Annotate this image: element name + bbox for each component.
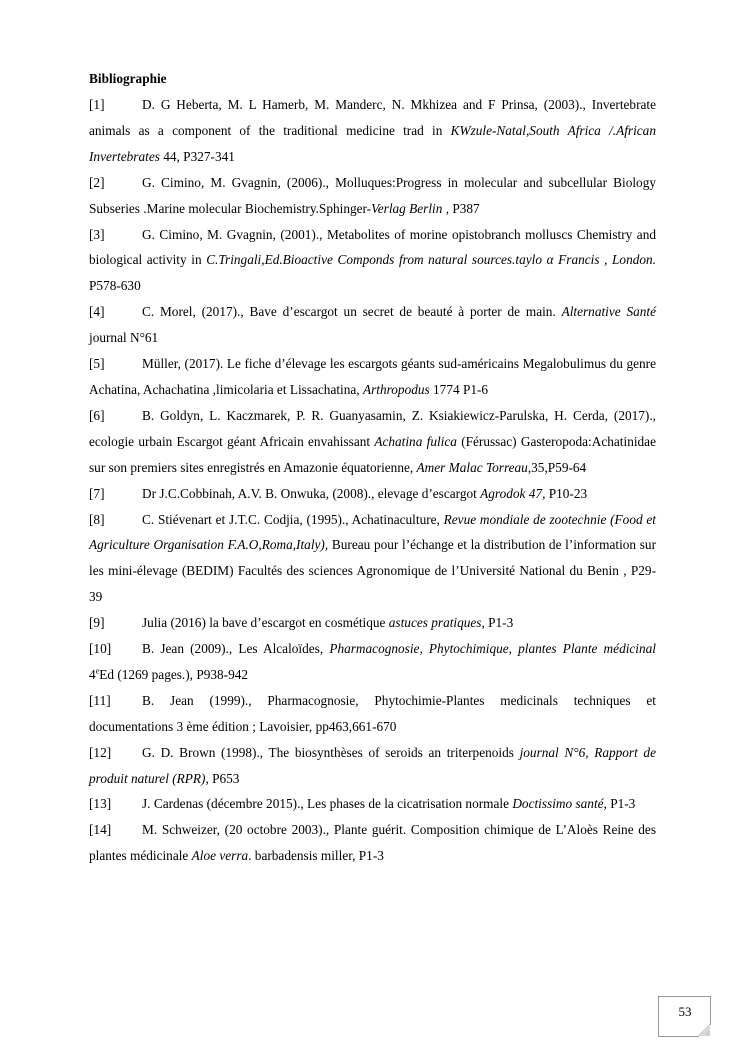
reference-text: P10-23 — [545, 485, 588, 501]
reference-text: 4 — [89, 666, 96, 682]
reference-text: Ed (1269 pages.), P938-942 — [99, 666, 249, 682]
reference-italic-text: Alternative Santé — [561, 304, 656, 320]
reference-text: (Férussac) Gasteropoda:Achatinidae sur son premiers sites enregistrés en Amazonie équatorienne, — [89, 433, 656, 475]
reference-number: [7] — [89, 485, 105, 501]
reference-italic-text: Doctissimo santé, — [512, 796, 607, 812]
bibliography-section — [89, 66, 656, 869]
reference-text: ,35,P59-64 — [527, 459, 587, 475]
reference-text: G. Cimino, M. Gvagnin, (2001)., Metabolites of morine opistobranch molluscs Chemistry and biological activity in — [89, 226, 656, 268]
reference-number: [12] — [89, 744, 112, 760]
reference-number: [9] — [89, 615, 105, 631]
reference-text: 44, P327-341 — [159, 148, 235, 164]
reference-italic-text: Pharmacognosie, Phytochimique, plantes Plante médicinal — [329, 641, 656, 657]
reference-8 — [89, 507, 656, 611]
reference-italic-text: Arthropodus — [362, 381, 430, 397]
reference-text: P653 — [208, 770, 240, 786]
reference-7 — [89, 481, 656, 507]
reference-number: [11] — [89, 692, 111, 708]
reference-3 — [89, 222, 656, 300]
reference-number: [8] — [89, 511, 105, 527]
reference-number: [6] — [89, 407, 105, 423]
reference-14 — [89, 817, 656, 869]
reference-text: Julia (2016) la bave d’escargot en cosmétique — [142, 615, 389, 631]
reference-12 — [89, 740, 656, 792]
reference-number: [3] — [89, 226, 105, 242]
reference-4 — [89, 299, 656, 351]
edition-superscript: e — [95, 666, 100, 676]
reference-number: [4] — [89, 304, 105, 320]
reference-number: [10] — [89, 641, 112, 657]
reference-text: 1774 P1-6 — [429, 381, 489, 397]
reference-italic-text: Revue mondiale de zootechnie (Food et Agriculture Organisation F.A.O,Roma,Italy), — [89, 511, 656, 553]
reference-italic-text: Agrodok 47, — [480, 485, 546, 501]
reference-text: P1-3 — [484, 615, 514, 631]
page-number: 53 — [678, 1004, 692, 1019]
reference-number: [13] — [89, 796, 112, 812]
reference-italic-text: C.Tringali,Ed.Bioactive Componds from natural sources.taylo α Francis , London. — [206, 252, 656, 268]
reference-10 — [89, 636, 656, 688]
reference-2 — [89, 170, 656, 222]
reference-text: P1-3 — [606, 796, 636, 812]
reference-number: [2] — [89, 174, 105, 190]
reference-number: [5] — [89, 356, 105, 372]
reference-text: . barbadensis miller, P1-3 — [248, 848, 384, 864]
reference-text: Bureau pour l’échange et la distribution de l’information sur les mini-élevage (BEDIM) Facultés des sciences Agronomique de l’Université National du Benin , P29-39 — [89, 537, 656, 605]
reference-text: M. Schweizer, (20 octobre 2003)., Plante guérit. Composition chimique de L’Aloès Reine des plantes médicinale — [89, 822, 656, 864]
reference-italic-text: Achatina fulica — [374, 433, 457, 449]
reference-6 — [89, 403, 656, 481]
reference-text: Dr J.C.Cobbinah, A.V. B. Onwuka, (2008)., elevage d’escargot — [142, 485, 481, 501]
reference-text: C. Stiévenart et J.T.C. Codjia, (1995)., Achatinaculture, — [142, 511, 444, 527]
reference-italic-text: KWzule-Natal,South Africa /.African Invertebrates — [89, 122, 656, 164]
reference-text: D. G Heberta, M. L Hamerb, M. Manderc, N. Mkhizea and F Prinsa, (2003)., Invertebrate animals as a component of the traditional medicine trad in — [89, 97, 656, 138]
reference-number: [1] — [89, 97, 105, 112]
reference-13 — [89, 791, 656, 817]
reference-text: B. Goldyn, L. Kaczmarek, P. R. Guanyasamin, Z. Ksiakiewicz-Parulska, H. Cerda, (2017)., ecologie urbain Escargot géant Africain envahissant — [89, 407, 656, 449]
reference-italic-text: Verlag Berlin — [371, 200, 443, 216]
reference-number: [14] — [89, 822, 112, 838]
reference-italic-text: Aloe verra — [191, 848, 249, 864]
reference-italic-text: Amer Malac Torreau — [416, 459, 528, 475]
reference-text: J. Cardenas (décembre 2015)., Les phases de la cicatrisation normale — [142, 796, 513, 812]
reference-1 — [89, 92, 656, 170]
reference-text: Müller, (2017). Le fiche d’élevage les escargots géants sud-américains Megalobulimus du genre Achatina, Achachatina ,limicolaria et Lissachatina, — [89, 356, 656, 397]
reference-text: G. Cimino, M. Gvagnin, (2006)., Molluques:Progress in molecular and subcellular Biology Subseries .Marine molecular Biochemistry.Sphinger- — [89, 174, 656, 216]
reference-5 — [89, 351, 656, 403]
reference-text: P578-630 — [89, 278, 141, 294]
bibliography-heading: Bibliographie — [89, 71, 167, 86]
reference-italic-text: journal N°6, Rapport de produit naturel (RPR), — [89, 744, 656, 786]
page-number-box — [658, 996, 710, 1036]
reference-text: B. Jean (1999)., Pharmacognosie, Phytochimie-Plantes medicinals techniques et documentations 3 ème édition ; Lavoisier, pp463,661-670 — [89, 692, 656, 734]
reference-text: B. Jean (2009)., Les Alcaloïdes, — [142, 641, 330, 657]
reference-text: , P387 — [442, 200, 480, 216]
reference-text: G. D. Brown (1998)., The biosynthèses of seroids an triterpenoids — [142, 744, 520, 760]
reference-9 — [89, 610, 656, 636]
reference-text: C. Morel, (2017)., Bave d’escargot un secret de beauté à porter de main. — [142, 304, 562, 320]
page-curl-icon — [698, 1024, 710, 1036]
reference-text: journal N°61 — [89, 330, 159, 346]
reference-11 — [89, 688, 656, 740]
reference-italic-text: astuces pratiques, — [388, 615, 485, 631]
